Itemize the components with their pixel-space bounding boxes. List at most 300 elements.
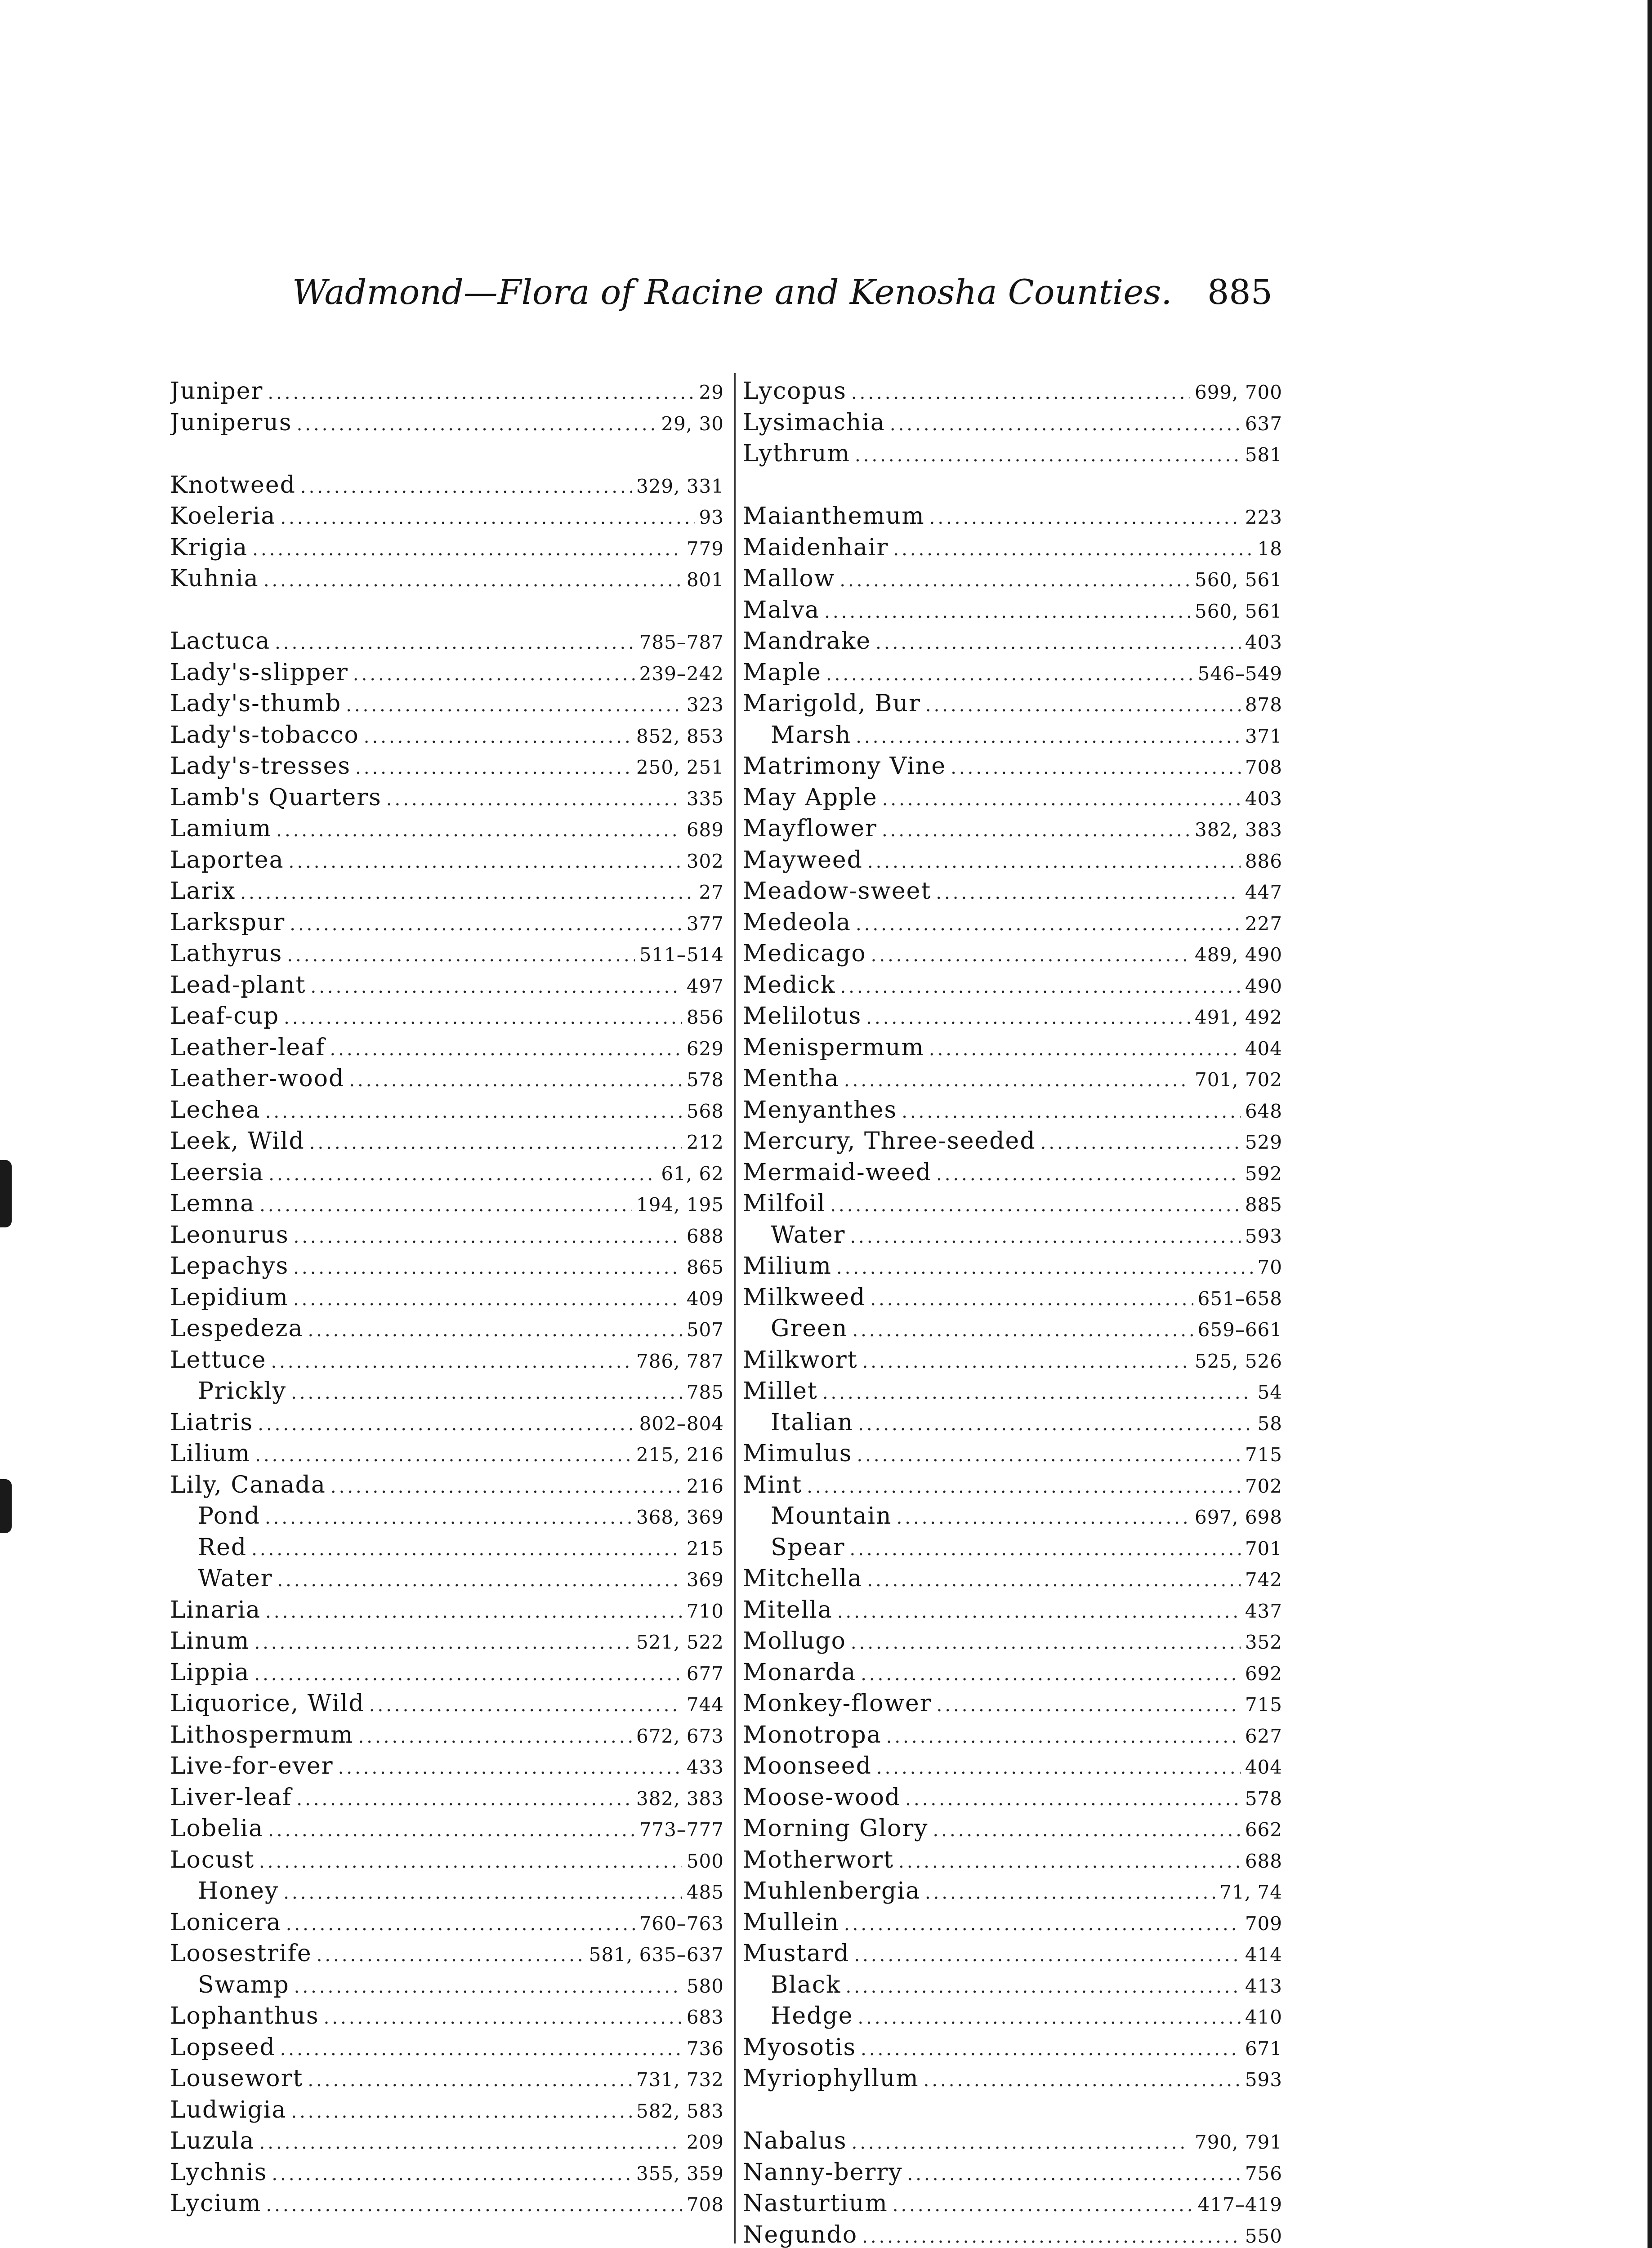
dot-leader: [266, 2190, 682, 2220]
dot-leader: [845, 1971, 1240, 2001]
entry-pages: 662: [1245, 1819, 1282, 1841]
index-entry: [743, 1813, 1282, 1845]
entry-pages: 736: [686, 2037, 724, 2060]
index-entry: [743, 1751, 1282, 1782]
index-entry: [743, 1032, 1282, 1064]
scan-edge-mark: [0, 1479, 12, 1533]
entry-term: Maidenhair: [743, 534, 889, 561]
dot-leader: [856, 722, 1241, 751]
dot-leader: [870, 1284, 1193, 1314]
dot-leader: [862, 2221, 1241, 2248]
column-divider: [734, 373, 736, 2244]
index-entry: [743, 1438, 1282, 1470]
dot-leader: [296, 1784, 632, 1814]
entry-term: Liver-leaf: [170, 1784, 292, 1811]
entry-term: Black: [771, 1971, 841, 1998]
entry-pages: 742: [1245, 1569, 1282, 1591]
entry-pages: 651–658: [1197, 1287, 1282, 1310]
scan-edge-mark: [0, 1160, 12, 1227]
entry-pages: 885: [1245, 1194, 1282, 1216]
dot-leader: [851, 1628, 1241, 1657]
entry-pages: 688: [686, 1225, 724, 1247]
entry-term: Red: [198, 1534, 247, 1561]
dot-leader: [886, 1722, 1241, 1751]
index-entry: [743, 907, 1282, 939]
entry-pages: 702: [1245, 1475, 1282, 1497]
index-subentry: [170, 1376, 724, 1407]
index-entry: [170, 1282, 724, 1314]
entry-pages: 382, 383: [636, 1787, 724, 1810]
dot-leader: [358, 1722, 632, 1751]
entry-pages: 209: [686, 2131, 724, 2153]
entry-pages: 560, 561: [1194, 569, 1282, 591]
entry-pages: 671: [1245, 2037, 1282, 2060]
entry-term: Matrimony Vine: [743, 753, 947, 780]
entry-term: Nasturtium: [743, 2190, 888, 2217]
index-entry: [170, 1595, 724, 1626]
dot-leader: [850, 1534, 1241, 1564]
dot-leader: [291, 2096, 632, 2126]
dot-leader: [861, 2034, 1241, 2064]
index-subentry: [743, 1313, 1282, 1345]
entry-pages: 404: [1245, 1037, 1282, 1060]
entry-term: Lychnis: [170, 2159, 268, 2186]
index-entry: [743, 782, 1282, 814]
entry-pages: 709: [1245, 1912, 1282, 1935]
index-entry: [170, 470, 724, 501]
dot-leader: [255, 1440, 632, 1470]
entry-term: Krigia: [170, 534, 248, 561]
index-entry: [170, 1845, 724, 1876]
index-entry: [743, 1063, 1282, 1095]
entry-pages: 677: [686, 1662, 724, 1685]
entry-pages: 760–763: [639, 1912, 724, 1935]
index-subentry: [170, 1501, 724, 1532]
entry-term: Nabalus: [743, 2128, 847, 2154]
index-entry: [170, 938, 724, 970]
entry-term: Lactuca: [170, 628, 271, 655]
dot-leader: [349, 1065, 682, 1095]
index-subentry: [743, 1532, 1282, 1564]
index-entry: [743, 970, 1282, 1001]
index-entry: [170, 501, 724, 532]
entry-term: Lady's-tobacco: [170, 721, 359, 749]
dot-leader: [824, 597, 1190, 626]
entry-pages: 525, 526: [1194, 1350, 1282, 1372]
dot-leader: [867, 847, 1241, 876]
dot-leader: [925, 690, 1241, 720]
dot-leader: [951, 753, 1241, 782]
dot-leader: [857, 1440, 1240, 1470]
entry-term: Meadow-sweet: [743, 878, 932, 905]
dot-leader: [259, 2128, 682, 2157]
entry-pages: 852, 853: [636, 725, 724, 747]
entry-term: Water: [771, 1221, 846, 1249]
scan-edge-right: [1648, 0, 1652, 2248]
dot-leader: [289, 847, 682, 876]
entry-pages: 683: [686, 2006, 724, 2028]
entry-term: Moose-wood: [743, 1784, 901, 1811]
entry-term: Kuhnia: [170, 565, 259, 592]
entry-term: Lechea: [170, 1096, 261, 1124]
running-title: Wadmond—Flora of Racine and Kenosha Counties.: [292, 272, 1172, 312]
entry-term: Milkwort: [743, 1346, 858, 1374]
entry-pages: 18: [1257, 537, 1282, 560]
entry-term: Medeola: [743, 909, 852, 936]
index-subentry: [743, 1220, 1282, 1251]
dot-leader: [284, 1003, 682, 1032]
dot-leader: [857, 2003, 1240, 2032]
entry-pages: 692: [1245, 1662, 1282, 1685]
entry-pages: 785–787: [639, 631, 724, 653]
dot-leader: [936, 1159, 1241, 1189]
index-entry: [170, 1626, 724, 1657]
index-entry: [743, 2220, 1282, 2248]
entry-term: Leather-leaf: [170, 1034, 326, 1061]
index-entry: [170, 813, 724, 845]
dot-leader: [807, 1472, 1241, 1501]
entry-pages: 785: [686, 1381, 724, 1403]
dot-leader: [271, 1347, 631, 1376]
index-entry: [170, 1095, 724, 1126]
entry-term: Milfoil: [743, 1190, 826, 1217]
entry-pages: 878: [1245, 694, 1282, 716]
entry-term: Lemna: [170, 1190, 255, 1217]
index-entry: [743, 1188, 1282, 1220]
entry-pages: 377: [686, 912, 724, 935]
dot-leader: [268, 378, 694, 407]
entry-pages: 61, 62: [661, 1162, 724, 1185]
dot-leader: [822, 1378, 1253, 1407]
index-entry: [743, 1251, 1282, 1282]
entry-pages: 529: [1245, 1131, 1282, 1153]
entry-term: Mandrake: [743, 628, 871, 655]
dot-leader: [850, 1222, 1240, 1251]
entry-pages: 688: [1245, 1850, 1282, 1872]
dot-leader: [893, 534, 1253, 564]
entry-term: Menispermum: [743, 1034, 924, 1061]
dot-leader: [854, 1940, 1240, 1970]
entry-term: Lilium: [170, 1440, 251, 1467]
entry-pages: 447: [1245, 881, 1282, 903]
entry-term: Lamium: [170, 815, 272, 842]
entry-pages: 578: [686, 1069, 724, 1091]
index-entry: [743, 845, 1282, 876]
index-entry: [170, 1345, 724, 1376]
dot-leader: [836, 1253, 1253, 1282]
index-entry: [743, 2126, 1282, 2157]
index-entry: [743, 1938, 1282, 1970]
dot-leader: [293, 1284, 682, 1314]
entry-term: Lady's-tresses: [170, 753, 351, 780]
dot-leader: [837, 1597, 1241, 1626]
dot-leader: [297, 409, 657, 439]
dot-leader: [265, 1597, 682, 1626]
index-entry: [743, 1282, 1282, 1314]
index-subentry: [170, 1563, 724, 1595]
dot-leader: [852, 1315, 1193, 1345]
index-entry: [170, 720, 724, 751]
index-entry: [743, 1376, 1282, 1407]
dot-leader: [254, 1628, 632, 1657]
entry-pages: 404: [1245, 1756, 1282, 1778]
entry-pages: 409: [686, 1287, 724, 1310]
dot-leader: [890, 409, 1241, 439]
dot-leader: [290, 909, 682, 939]
index-entry: [170, 1063, 724, 1095]
index-entry: [170, 1407, 724, 1439]
dot-leader: [293, 1253, 682, 1282]
entry-term: Marigold, Bur: [743, 690, 921, 717]
dot-leader: [309, 1128, 682, 1157]
entry-term: Lespedeza: [170, 1315, 304, 1342]
entry-term: Koeleria: [170, 503, 276, 530]
entry-pages: 629: [686, 1037, 724, 1060]
dot-leader: [355, 753, 632, 782]
dot-leader: [308, 2065, 632, 2095]
dot-leader: [280, 503, 694, 532]
entry-pages: 413: [1245, 1975, 1282, 1997]
entry-term: Moonseed: [743, 1753, 872, 1780]
entry-pages: 521, 522: [636, 1631, 724, 1653]
index-entry: [743, 1626, 1282, 1657]
entry-term: Motherwort: [743, 1846, 894, 1873]
entry-pages: 368, 369: [636, 1506, 724, 1528]
dot-leader: [856, 909, 1241, 939]
index-subentry: [170, 1532, 724, 1564]
dot-leader: [840, 972, 1241, 1001]
entry-term: Leek, Wild: [170, 1128, 305, 1155]
index-entry: [743, 532, 1282, 564]
entry-term: Leersia: [170, 1159, 264, 1186]
entry-term: Luzula: [170, 2128, 255, 2154]
index-entry: [170, 563, 724, 595]
index-entry: [743, 626, 1282, 657]
entry-pages: 560, 561: [1194, 600, 1282, 622]
index-entry: [170, 2032, 724, 2064]
entry-pages: 659–661: [1197, 1319, 1282, 1341]
entry-term: Linum: [170, 1628, 250, 1655]
entry-term: Lobelia: [170, 1815, 264, 1842]
entry-pages: 546–549: [1197, 662, 1282, 685]
entry-term: Locust: [170, 1846, 255, 1873]
entry-pages: 302: [686, 850, 724, 872]
entry-pages: 550: [1245, 2225, 1282, 2247]
entry-term: Monarda: [743, 1659, 857, 1686]
entry-term: Mountain: [771, 1503, 892, 1530]
entry-term: Negundo: [743, 2221, 858, 2248]
entry-pages: 715: [1245, 1694, 1282, 1716]
dot-leader: [929, 1034, 1241, 1064]
section-gap: [743, 2095, 1282, 2126]
entry-pages: 856: [686, 1006, 724, 1028]
entry-pages: 697, 698: [1194, 1506, 1282, 1528]
entry-pages: 779: [686, 537, 724, 560]
entry-term: Menyanthes: [743, 1096, 897, 1124]
index-entry: [170, 532, 724, 564]
dot-leader: [369, 1690, 682, 1720]
entry-pages: 672, 673: [636, 1725, 724, 1747]
entry-pages: 582, 583: [636, 2100, 724, 2122]
entry-term: Muhlenbergia: [743, 1878, 920, 1905]
section-gap: [743, 470, 1282, 501]
index-entry: [170, 907, 724, 939]
entry-pages: 593: [1245, 1225, 1282, 1247]
entry-term: Mustard: [743, 1940, 850, 1967]
entry-term: Mayflower: [743, 815, 877, 842]
dot-leader: [875, 628, 1241, 657]
entry-term: Lycium: [170, 2190, 262, 2217]
entry-pages: 485: [686, 1881, 724, 1903]
entry-pages: 355, 359: [636, 2162, 724, 2185]
entry-term: Lamb's Quarters: [170, 784, 382, 811]
dot-leader: [330, 1034, 682, 1064]
index-entry: [743, 376, 1282, 407]
entry-term: Mollugo: [743, 1628, 846, 1655]
entry-term: Liatris: [170, 1409, 254, 1436]
entry-pages: 710: [686, 1600, 724, 1622]
page-header: [292, 272, 1272, 321]
entry-term: Honey: [198, 1878, 279, 1905]
index-entry: [170, 1188, 724, 1220]
entry-pages: 593: [1245, 2069, 1282, 2091]
entry-pages: 511–514: [639, 944, 724, 966]
entry-pages: 369: [686, 1569, 724, 1591]
entry-term: Lady's-thumb: [170, 690, 342, 717]
entry-term: Leaf-cup: [170, 1003, 280, 1030]
entry-pages: 216: [686, 1475, 724, 1497]
index-entry: [170, 657, 724, 689]
index-entry: [170, 1751, 724, 1782]
index-entry: [743, 501, 1282, 532]
entry-pages: 500: [686, 1850, 724, 1872]
entry-term: Laportea: [170, 846, 284, 874]
dot-leader: [386, 784, 682, 814]
index-entry: [743, 1845, 1282, 1876]
dot-leader: [287, 940, 634, 970]
entry-term: Lysimachia: [743, 409, 885, 436]
index-entry: [170, 407, 724, 439]
entry-term: Lady's-slipper: [170, 659, 348, 686]
entry-pages: 414: [1245, 1944, 1282, 1966]
index-entry: [743, 1657, 1282, 1689]
index-entry: [170, 1032, 724, 1064]
index-entry: [743, 657, 1282, 689]
index-entry: [743, 1470, 1282, 1501]
entry-pages: 580: [686, 1975, 724, 1997]
dot-leader: [1040, 1128, 1241, 1157]
entry-pages: 227: [1245, 912, 1282, 935]
dot-leader: [929, 503, 1241, 532]
index-entry: [743, 407, 1282, 439]
index-subentry: [170, 1876, 724, 1907]
index-entry: [170, 970, 724, 1001]
index-entry: [170, 751, 724, 782]
entry-term: Hedge: [771, 2003, 853, 2029]
index-entry: [743, 1782, 1282, 1814]
index-entry: [170, 845, 724, 876]
dot-leader: [310, 972, 682, 1001]
index-entry: [170, 2063, 724, 2095]
entry-term: Loosestrife: [170, 1940, 312, 1967]
entry-term: Milium: [743, 1253, 832, 1280]
index-entry: [743, 563, 1282, 595]
entry-term: Mercury, Three-seeded: [743, 1128, 1036, 1155]
entry-term: Maple: [743, 659, 822, 686]
entry-pages: 223: [1245, 506, 1282, 528]
dot-leader: [898, 1847, 1241, 1876]
entry-term: Milkweed: [743, 1284, 866, 1311]
dot-leader: [936, 878, 1240, 907]
entry-term: Ludwigia: [170, 2096, 287, 2123]
entry-term: Marsh: [771, 721, 852, 749]
entry-pages: 215: [686, 1537, 724, 1560]
entry-pages: 886: [1245, 850, 1282, 872]
entry-pages: 689: [686, 819, 724, 841]
entry-pages: 410: [1245, 2006, 1282, 2028]
entry-term: Lythrum: [743, 440, 851, 467]
entry-term: Malva: [743, 596, 820, 624]
entry-pages: 335: [686, 787, 724, 810]
entry-term: Lepachys: [170, 1253, 289, 1280]
index-entry: [170, 876, 724, 907]
index-entry: [170, 782, 724, 814]
entry-term: Mullein: [743, 1909, 839, 1936]
dot-leader: [876, 1753, 1241, 1782]
index-entry: [170, 1220, 724, 1251]
entry-term: Live-for-ever: [170, 1753, 334, 1780]
entry-pages: 592: [1245, 1162, 1282, 1185]
index-entry: [170, 1001, 724, 1032]
index-entry: [170, 1782, 724, 1814]
entry-term: Swamp: [198, 1971, 290, 1998]
index-subentry: [170, 1970, 724, 2001]
dot-leader: [268, 1159, 656, 1189]
index-entry: [170, 2095, 724, 2126]
entry-term: Italian: [771, 1409, 854, 1436]
entry-term: Melilotus: [743, 1003, 862, 1030]
dot-leader: [851, 378, 1190, 407]
entry-pages: 70: [1257, 1256, 1282, 1278]
dot-leader: [897, 1503, 1190, 1532]
index-entry: [743, 1001, 1282, 1032]
index-entry: [743, 751, 1282, 782]
dot-leader: [259, 1847, 682, 1876]
entry-term: Lycopus: [743, 378, 847, 405]
index-entry: [170, 1657, 724, 1689]
dot-leader: [861, 1659, 1241, 1689]
dot-leader: [252, 534, 682, 564]
dot-leader: [300, 472, 632, 501]
index-entry: [170, 2126, 724, 2157]
entry-term: Myriophyllum: [743, 2065, 919, 2092]
entry-pages: 329, 331: [636, 475, 724, 497]
entry-term: Mitella: [743, 1596, 833, 1624]
entry-pages: 627: [1245, 1725, 1282, 1747]
entry-term: Mallow: [743, 565, 835, 592]
entry-pages: 93: [699, 506, 724, 528]
dot-leader: [254, 1659, 682, 1689]
entry-term: Leather-wood: [170, 1065, 345, 1092]
entry-term: Spear: [771, 1534, 845, 1561]
entry-pages: 744: [686, 1694, 724, 1716]
dot-leader: [933, 1815, 1241, 1845]
entry-term: Juniper: [170, 378, 263, 405]
dot-leader: [308, 1315, 682, 1345]
entry-pages: 801: [686, 569, 724, 591]
index-entry: [743, 1907, 1282, 1939]
entry-term: Millet: [743, 1378, 818, 1405]
